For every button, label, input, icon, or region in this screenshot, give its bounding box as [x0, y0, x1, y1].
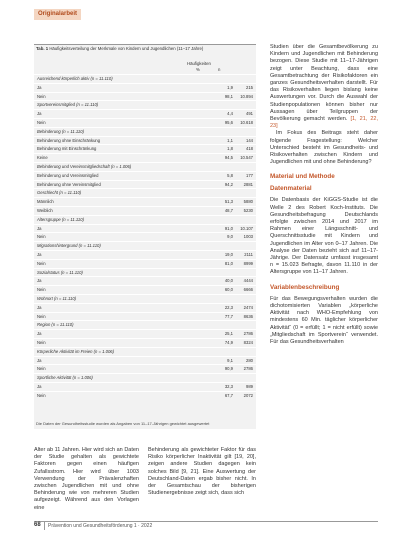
row-n: 2881	[243, 181, 253, 187]
row-pct: 1,8	[227, 146, 233, 152]
table-row	[34, 197, 256, 206]
row-n: 144	[246, 137, 253, 143]
row-label: Nein	[37, 287, 46, 293]
intro-refs: [1, 21, 22, 23]	[270, 116, 378, 130]
row-n: 2786	[243, 331, 253, 337]
row-label: Behinderung und Vereinsmitgliedschaft (n = 1.006)	[37, 163, 132, 169]
row-label: Sportliche Aktivität (n = 1.006)	[37, 375, 93, 381]
table-row	[34, 329, 256, 338]
table-row	[34, 294, 256, 303]
row-n: 215	[246, 84, 253, 90]
table-col-pct: %	[196, 67, 200, 72]
row-label: Nein	[37, 93, 46, 99]
intro-text: Studien über die Gesamtbevölkerung zu Kindern und Jugendlichen mit Behinderung bezogen. Diese Studie mit 11–17-Jährigen zeigt unter Beachtung, dass eine Gesamtbetrachtung der Risikofaktoren ein ganzes Gesundheitsverhalten darstellt. Für das Risikoverhalten liegen bislang keine Auswertungen vor. Durch die Auswahl der Studienpopulationen können bisher nur Aussagen über Teilgruppen der Bevölkerung gemacht werden.	[270, 44, 378, 123]
row-label: Region (n = 11.110)	[37, 322, 74, 328]
table-row	[34, 338, 256, 347]
table-row	[34, 144, 256, 153]
table-row	[34, 268, 256, 277]
row-pct: 9,0	[227, 234, 233, 240]
row-pct: 25,1	[224, 331, 233, 337]
row-pct: 94,5	[224, 155, 233, 161]
row-label: Nein	[37, 119, 46, 125]
row-pct: 67,7	[224, 392, 233, 398]
table-row	[34, 312, 256, 321]
row-pct: 9,1	[227, 357, 233, 363]
table-row	[34, 373, 256, 382]
variables-paragraph: Für das Bewegungsverhalten wurden die dichotomisierten Variablen „körperliche Aktivität nach WHO-Empfehlung von mindestens 60 Min. täglicher körperlicher Aktivität“ (0 = erfüllt; 1 = nicht erfüllt) sowie „Mitgliedschaft im Sportverein“ verwendet. Für das Gesundheitsverhalten	[270, 295, 378, 345]
row-n: 2111	[244, 251, 253, 257]
row-label: Behinderung (n = 11.110)	[37, 128, 84, 134]
row-n: 1003	[243, 234, 253, 240]
table-row	[34, 215, 256, 224]
table-row	[34, 180, 256, 189]
table-col-n: n	[218, 67, 221, 72]
table-row	[34, 136, 256, 145]
row-n: 10.107	[240, 225, 253, 231]
row-pct: 94,2	[224, 181, 233, 187]
table-col-header: Häufigkeiten	[187, 61, 211, 66]
row-label: Männlich	[37, 199, 54, 205]
row-pct: 60,0	[224, 287, 233, 293]
row-pct: 22,3	[224, 304, 233, 310]
table-row	[34, 118, 256, 127]
table-row	[34, 153, 256, 162]
table-row	[34, 356, 256, 365]
table-footnote: Die Daten der Gesundheitsstudie wurden als Angaben von 11–17-Jährigen gewichtet ausgewertet	[36, 421, 210, 426]
table-row	[34, 382, 256, 391]
row-pct: 51,3	[224, 199, 233, 205]
row-pct: 1,1	[227, 137, 233, 143]
heading-data: Datenmaterial	[270, 185, 312, 193]
row-n: 5880	[243, 199, 253, 205]
table-row	[34, 391, 256, 400]
row-n: 989	[246, 383, 253, 389]
table-row	[34, 100, 256, 109]
table-row	[34, 241, 256, 250]
row-n: 10.894	[240, 93, 253, 99]
row-label: Altersgruppe (n = 11.110)	[37, 216, 84, 222]
row-pct: 98,1	[224, 93, 233, 99]
row-pct: 81,0	[224, 260, 233, 266]
row-pct: 48,7	[224, 207, 233, 213]
footer-divider	[44, 522, 45, 530]
row-label: Nein	[37, 313, 46, 319]
table-row	[34, 162, 256, 171]
table-body	[34, 74, 256, 399]
row-label: Geschlecht (n = 11.110)	[37, 190, 82, 196]
row-pct: 4,4	[227, 111, 233, 117]
row-label: Sportvereinsmitglied (n = 11.110)	[37, 102, 99, 108]
row-label: Sozialstatus (n = 11.110)	[37, 269, 83, 275]
table-row	[34, 224, 256, 233]
row-n: 8636	[243, 313, 253, 319]
row-label: Nein	[37, 234, 46, 240]
right-column	[270, 44, 378, 346]
row-label: Ja	[37, 383, 42, 389]
row-label: Nein	[37, 392, 46, 398]
row-n: 418	[246, 146, 253, 152]
row-label: Ja	[37, 84, 42, 90]
heading-variables: Variablenbeschreibung	[270, 283, 340, 291]
row-label: Ja	[37, 278, 42, 284]
row-pct: 91,0	[224, 225, 233, 231]
heading-methods: Material und Methode	[270, 173, 335, 181]
table-row	[34, 259, 256, 268]
row-label: Ja	[37, 251, 42, 257]
row-n: 280	[246, 357, 253, 363]
row-pct: 32,3	[224, 383, 233, 389]
row-label: Behinderung und Vereinsmitglied	[37, 172, 99, 178]
section-tag: Originalarbeit	[34, 9, 81, 20]
body-text-left: Alter ab 11 Jahren. Hier wird sich an Daten der Studie gehalten als gewichtete Faktoren gegen einen häufigen Zufallsstrom. Hier wird über 1003 Verwendung der Prävalenzhaften zwischen Jugendlichen mit und ohne Behinderung wie von mehreren Studien aufgezeigt. Während aus den Vorlagen eine	[34, 447, 139, 511]
row-label: Behinderung ohne Vereinsmitglied	[37, 181, 101, 187]
row-n: 8999	[243, 260, 253, 266]
row-n: 4444	[243, 278, 253, 284]
row-label: Ja	[37, 304, 42, 310]
table-row	[34, 347, 256, 356]
row-n: 5230	[243, 207, 253, 213]
table-row	[34, 364, 256, 373]
row-label: Behinderung ohne Einschränkung	[37, 137, 101, 143]
row-n: 10.618	[240, 119, 253, 125]
row-label: Wohnort (n = 11.110)	[37, 295, 77, 301]
table-row	[34, 320, 256, 329]
table-row	[34, 171, 256, 180]
row-label: Ja	[37, 111, 42, 117]
intro-paragraph	[270, 44, 378, 130]
row-label: Nein	[37, 339, 46, 345]
row-n: 177	[246, 172, 253, 178]
row-label: Nein	[37, 260, 46, 266]
table-row	[34, 206, 256, 215]
row-label: Behinderung mit Einschränkung	[37, 146, 97, 152]
row-label: Weiblich	[37, 207, 53, 213]
body-text-middle: Behinderung als gewichteter Faktor für das Risiko körperlicher Inaktivität gilt [19, 20], zeigen andere Studien dagegen kein solches Bild [9, 21]. Eine Auswertung der Deutschland-Daten ergab bisher nicht. In der Gesamtschau der bisherigen Studienergebnisse zeigt sich, dass sich	[148, 447, 256, 497]
row-label: Nein	[37, 366, 46, 372]
row-pct: 1,9	[227, 84, 233, 90]
row-n: 10.547	[240, 155, 253, 161]
footer-rule	[34, 521, 378, 522]
row-label: Keine	[37, 155, 48, 161]
table-row	[34, 232, 256, 241]
table-row	[34, 74, 256, 83]
row-pct: 74,9	[224, 339, 233, 345]
table-row	[34, 109, 256, 118]
row-n: 491	[246, 111, 253, 117]
row-label: Ja	[37, 331, 42, 337]
row-n: 8324	[243, 339, 253, 345]
row-n: 2474	[243, 304, 253, 310]
data-paragraph: Die Datenbasis der KiGGS-Studie ist die Welle 2 des Robert Koch-Instituts. Die Gesundheitsbefragung Deutschlands erfolgte zwischen 2014 und 2017 im Rahmen einer Längsschnitt- und Querschnittsstudie mit Kindern und Jugendlichen im Alter von 0–17 Jahren. Die Analyse der Daten bezieht sich auf 11–17-Jährige. Der Datensatz umfasst insgesamt n = 15.023 Befragte, davon 11.110 in der Altersgruppe von 11–17 Jahren.	[270, 197, 378, 276]
row-n: 2786	[243, 366, 253, 372]
row-n: 2072	[243, 392, 253, 398]
row-label: Ausreichend körperlich aktiv (n = 11.110)	[37, 76, 113, 81]
row-pct: 5,8	[227, 172, 233, 178]
table-row	[34, 92, 256, 101]
table-row	[34, 285, 256, 294]
row-pct: 40,0	[224, 278, 233, 284]
row-pct: 90,9	[224, 366, 233, 372]
row-label: Ja	[37, 225, 42, 231]
table-row	[34, 83, 256, 92]
row-pct: 95,6	[224, 119, 233, 125]
table-row	[34, 303, 256, 312]
question-paragraph: Im Fokus des Beitrags steht daher folgende Fragestellung: Welcher Unterschied besteht im Gesundheits- und Risikoverhalten zwischen Kindern und Jugendlichen mit und ohne Behinderung?	[270, 130, 378, 166]
row-n: 6666	[243, 287, 253, 293]
table-caption-text: Häufigkeitsverteilung der Merkmale von Kindern und Jugendlichen (11–17 Jahre)	[49, 46, 204, 51]
table-row	[34, 250, 256, 259]
table-caption	[36, 46, 256, 51]
table-row	[34, 127, 256, 136]
row-pct: 19,0	[224, 251, 233, 257]
table-row	[34, 188, 256, 197]
table-caption-prefix: Tab. 1	[36, 46, 49, 51]
row-label: Körperliche Aktivität im Freien (n = 1.006)	[37, 348, 114, 354]
row-pct: 77,7	[224, 313, 233, 319]
table-row	[34, 276, 256, 285]
row-label: Migrationshintergrund (n = 11.110)	[37, 243, 101, 249]
page-number: 68	[34, 522, 41, 528]
row-label: Ja	[37, 357, 42, 363]
journal-name: Prävention und Gesundheitsförderung 1 · 2022	[48, 523, 153, 529]
